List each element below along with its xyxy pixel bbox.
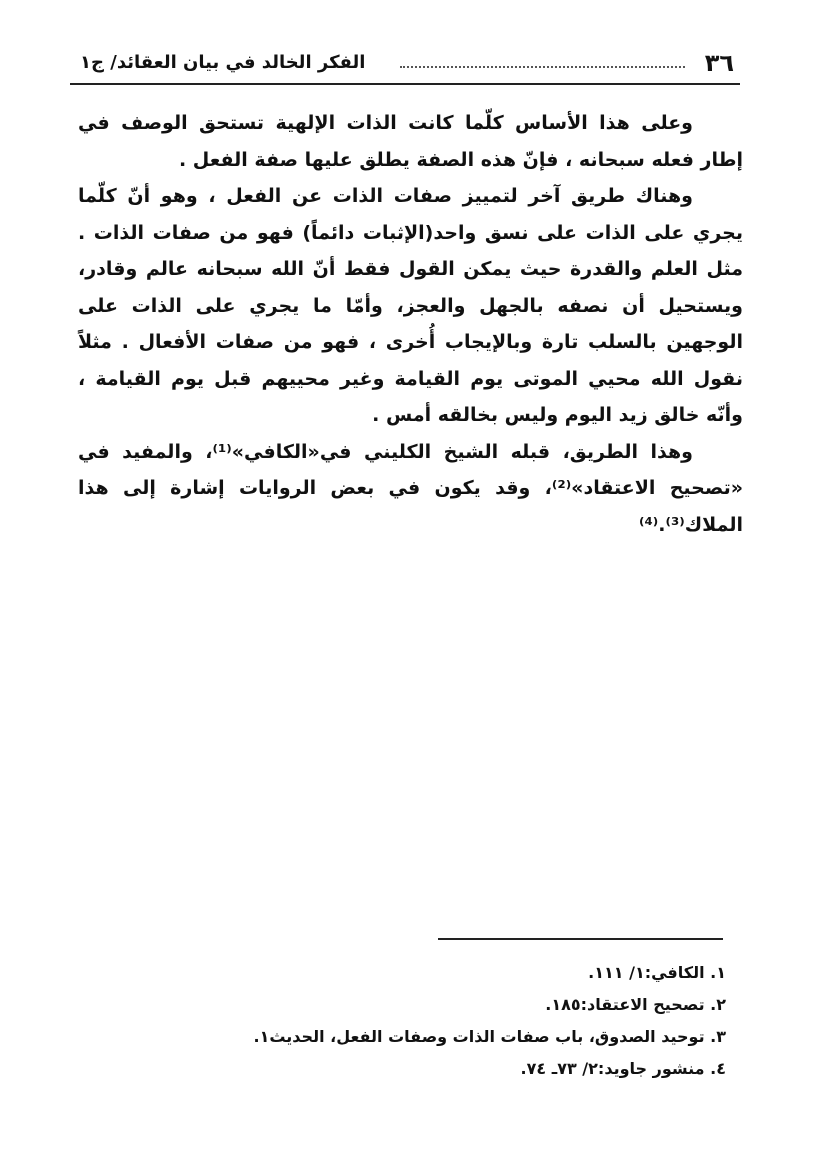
header-rule: [70, 83, 740, 85]
footnote: ٢. تصحيح الاعتقاد:١٨٥.: [545, 995, 726, 1014]
paragraph: وهناك طريق آخر لتمييز صفات الذات عن الفعل ، وهو أنّ كلّما يجري على الذات على نسق واحد(الإثبات دائماً) فهو من صفات الذات . مثل العلم والقدرة حيث يمكن القول فقط أنّ الله سبحانه عالم وقادر، ويستحيل أن نصفه بالجهل والعجز، وأمّا ما يجري على الذات على الوجهين بالسلب تارة وبالإيجاب أُخرى ، فهو من صفات الأفعال . مثلاً نقول الله محيي الموتى يوم القيامة وغير محييهم قبل يوم القيامة ، وأنّه خالق زيد اليوم وليس بخالقه أمس .: [78, 185, 743, 426]
paragraph: وهذا الطريق، قبله الشيخ الكليني في«الكافي»⁽¹⁾، والمفيد في «تصحيح الاعتقاد»⁽²⁾، وقد يكون في بعض الروايات إشارة إلى هذا الملاك⁽³⁾.⁽⁴⁾: [78, 440, 743, 536]
main-text: [78, 105, 743, 543]
footnotes: [90, 957, 726, 1085]
footnote: ٤. منشور جاويد:٢/ ٧٣ـ ٧٤.: [520, 1059, 726, 1078]
footnote: ١. الكافي:١/ ١١١.: [588, 963, 726, 982]
footnote: ٣. توحيد الصدوق، باب صفات الذات وصفات الفعل، الحديث١.: [253, 1027, 726, 1046]
page-number: ٣٦: [704, 49, 734, 77]
page-header: [70, 45, 740, 85]
running-title: الفكر الخالد في بيان العقائد/ ج١: [80, 52, 366, 73]
footnote-separator: [438, 938, 723, 940]
header-dotted-leader: [400, 66, 685, 68]
paragraph: وعلى هذا الأساس كلّما كانت الذات الإلهية تستحق الوصف في إطار فعله سبحانه ، فإنّ هذه الصفة يطلق عليها صفة الفعل .: [78, 112, 743, 171]
